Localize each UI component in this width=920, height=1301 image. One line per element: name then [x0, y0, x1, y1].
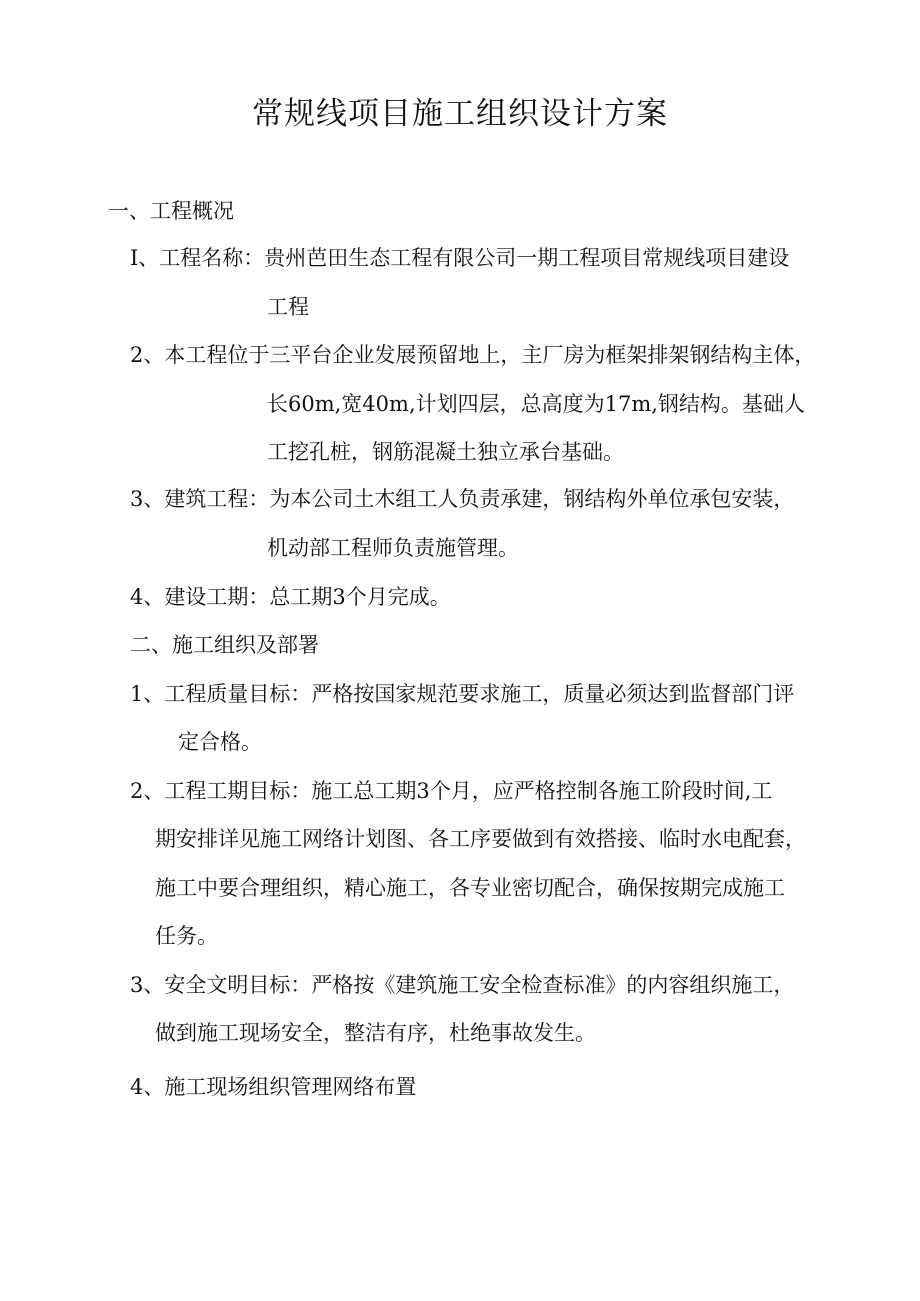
section-heading-overview: 一、工程概况: [108, 199, 234, 223]
organization-item-4-line-1: 4、施工现场组织管理网络布置: [130, 1075, 417, 1099]
section-heading-organization: 二、施工组织及部署: [130, 633, 319, 657]
overview-item-1-line-1: I、工程名称：贵州芭田生态工程有限公司一期工程项目常规线项目建设: [130, 246, 790, 270]
overview-item-2-line-3: 工挖孔桩，钢筋混凝土独立承台基础。: [267, 440, 624, 464]
overview-item-3-line-2: 机动部工程师负责施管理。: [267, 536, 519, 560]
organization-item-2-line-4: 任务。: [155, 924, 218, 948]
organization-item-2-line-3: 施工中要合理组织，精心施工，各专业密切配合，确保按期完成施工: [155, 876, 785, 900]
overview-item-4-line-1: 4、建设工期：总工期3个月完成。: [130, 585, 451, 609]
document-title: 常规线项目施工组织设计方案: [252, 96, 668, 132]
overview-item-1-line-2: 工程: [267, 295, 309, 319]
overview-item-2-line-2: 长60m,宽40m,计划四层，总高度为17m,钢结构。基础人: [267, 392, 805, 416]
organization-item-2-line-2: 期安排详见施工网络计划图、各工序要做到有效搭接、临时水电配套，: [155, 827, 806, 851]
organization-item-3-line-2: 做到施工现场安全，整洁有序，杜绝事故发生。: [155, 1021, 596, 1045]
overview-item-3-line-1: 3、建筑工程：为本公司土木组工人负责承建，钢结构外单位承包安装，: [130, 487, 795, 511]
organization-item-1-line-1: 1、工程质量目标：严格按国家规范要求施工，质量必须达到监督部门评: [130, 682, 795, 706]
organization-item-1-line-2: 定合格。: [178, 730, 262, 754]
overview-item-2-line-1: 2、本工程位于三平台企业发展预留地上，主厂房为框架排架钢结构主体，: [130, 343, 816, 367]
organization-item-2-line-1: 2、工程工期目标：施工总工期3个月，应严格控制各施工阶段时间,工: [130, 779, 773, 803]
organization-item-3-line-1: 3、安全文明目标：严格按《建筑施工安全检查标准》的内容组织施工，: [130, 973, 795, 997]
